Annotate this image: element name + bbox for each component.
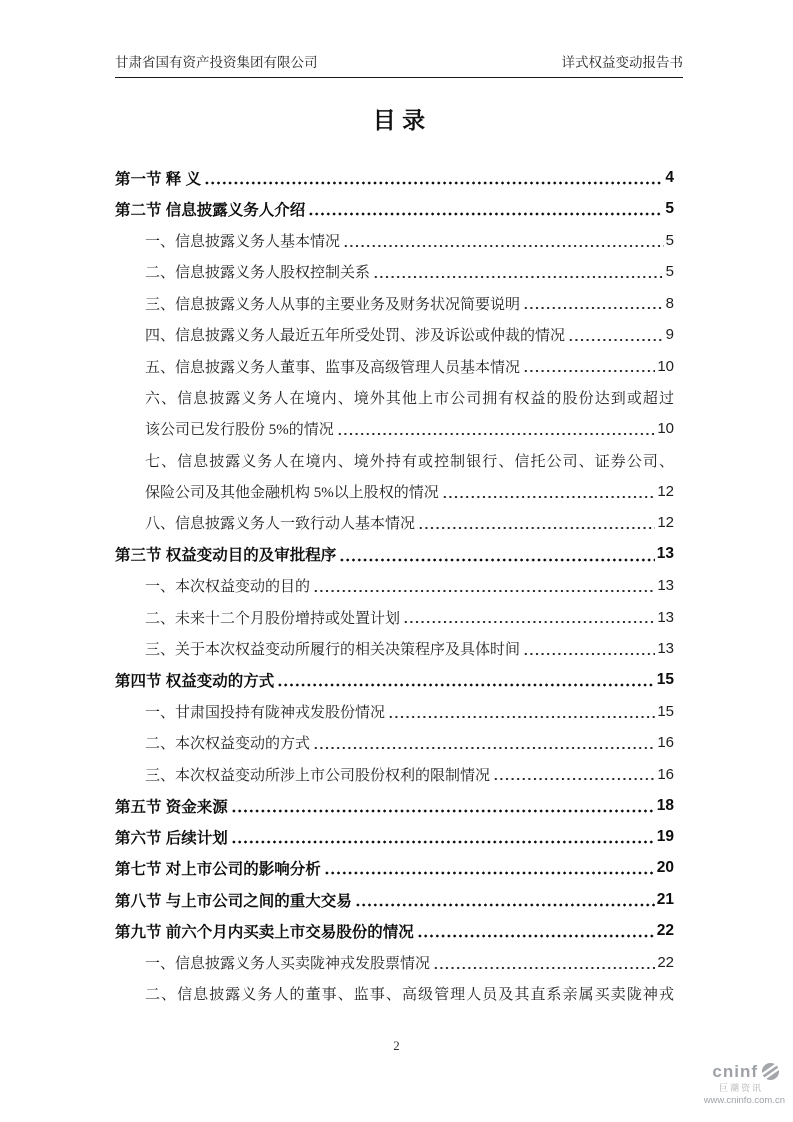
toc-entry-label: 三、本次权益变动所涉上市公司股份权利的限制情况 <box>145 767 491 784</box>
toc-entry-page: 8 <box>665 294 674 312</box>
toc-entry <box>115 507 683 538</box>
toc-entry-page: 5 <box>665 231 674 249</box>
toc-entry-label: 七、信息披露义务人在境内、境外持有或控制银行、信托公司、证券公司、 <box>145 453 674 470</box>
toc-entry-label: 一、信息披露义务人基本情况 <box>145 233 341 250</box>
toc-entry-label: 该公司已发行股份 5%的情况 <box>145 422 334 439</box>
toc-entry-page: 9 <box>665 326 674 344</box>
toc-entry-page: 22 <box>656 922 674 940</box>
toc-entry-label: 五、信息披露义务人董事、监事及高级管理人员基本情况 <box>145 359 521 376</box>
cninfo-brand-line <box>704 1062 780 1081</box>
toc-entry <box>115 162 683 193</box>
toc-entry-page: 10 <box>657 420 674 438</box>
toc-entry-page: 15 <box>656 670 674 688</box>
toc-entry-label: 三、信息披露义务人从事的主要业务及财务状况简要说明 <box>145 296 521 313</box>
toc-leader-dots <box>231 790 655 821</box>
cninfo-brand-text: cninf <box>712 1062 758 1081</box>
toc-entry <box>115 821 683 852</box>
toc-leader-dots <box>373 256 664 287</box>
toc-leader-dots <box>388 696 655 727</box>
toc-entry <box>115 413 683 444</box>
toc-entry <box>115 350 683 381</box>
page-number: 2 <box>393 1038 400 1053</box>
toc-entry-label: 第五节 资金来源 <box>115 798 228 816</box>
toc-entry <box>115 319 683 350</box>
toc-entry-page: 13 <box>657 577 674 595</box>
toc-entry-page: 18 <box>656 796 674 814</box>
toc-entry <box>115 790 683 821</box>
toc-leader-dots <box>417 915 655 946</box>
toc-entry-page: 5 <box>665 263 674 281</box>
header-left-text: 甘肃省国有资产投资集团有限公司 <box>115 55 318 70</box>
toc-entry-label: 三、关于本次权益变动所履行的相关决策程序及具体时间 <box>145 642 521 659</box>
toc-entry <box>115 758 683 789</box>
toc-entry <box>115 445 683 476</box>
toc-entry <box>115 696 683 727</box>
toc-entry-label: 第三节 权益变动目的及审批程序 <box>115 547 337 565</box>
toc-leader-dots <box>493 758 655 789</box>
toc-entry <box>115 288 683 319</box>
toc-entry-page: 16 <box>657 734 674 752</box>
toc-entry-label: 二、信息披露义务人的董事、监事、高级管理人员及其直系亲属买卖陇神戎 <box>145 987 674 1004</box>
toc-entry <box>115 382 683 413</box>
toc-entry-page: 10 <box>657 357 674 375</box>
toc-entry-label: 四、信息披露义务人最近五年所受处罚、涉及诉讼或仲裁的情况 <box>145 328 566 345</box>
toc-entry <box>115 225 683 256</box>
toc-leader-dots <box>442 476 656 507</box>
toc-entry-page: 15 <box>657 702 674 720</box>
toc-entry-page: 13 <box>656 545 674 563</box>
toc-leader-dots <box>313 727 655 758</box>
toc-entry-page: 12 <box>657 483 674 501</box>
toc-entry-page: 13 <box>657 608 674 626</box>
toc-entry <box>115 947 683 978</box>
toc-entry-label: 保险公司及其他金融机构 5%以上股权的情况 <box>145 485 439 502</box>
toc-entry <box>115 727 683 758</box>
toc-entry-page: 13 <box>657 640 674 658</box>
toc-leader-dots <box>324 853 655 884</box>
toc-leader-dots <box>204 162 663 193</box>
cninfo-swirl-icon <box>761 1062 780 1081</box>
toc-entry-label: 第四节 权益变动的方式 <box>115 672 275 690</box>
toc-entry-label: 第九节 前六个月内买卖上市交易股份的情况 <box>115 924 414 942</box>
toc-entry <box>115 601 683 632</box>
toc-leader-dots <box>339 539 654 570</box>
toc-leader-dots <box>313 570 655 601</box>
toc-entry-page: 22 <box>657 953 674 971</box>
toc-entry-label: 一、甘肃国投持有陇神戎发股份情况 <box>145 704 386 721</box>
toc-leader-dots <box>523 350 655 381</box>
toc-entry <box>115 256 683 287</box>
toc-entry-page: 21 <box>656 890 674 908</box>
toc-entry-page: 12 <box>657 514 674 532</box>
toc-entry-page: 20 <box>656 859 674 877</box>
toc-entry-page: 16 <box>657 765 674 783</box>
toc-list <box>115 162 683 1010</box>
toc-entry-label: 第八节 与上市公司之间的重大交易 <box>115 892 352 910</box>
toc-entry <box>115 570 683 601</box>
toc-entry-label: 二、信息披露义务人股权控制关系 <box>145 265 371 282</box>
toc-entry <box>115 853 683 884</box>
header-right-text: 详式权益变动报告书 <box>561 55 683 70</box>
toc-leader-dots <box>403 601 655 632</box>
toc-entry-label: 第七节 对上市公司的影响分析 <box>115 861 321 879</box>
toc-entry <box>115 664 683 695</box>
toc-entry-label: 一、本次权益变动的目的 <box>145 579 311 596</box>
cninfo-watermark <box>704 1062 785 1106</box>
toc-leader-dots <box>355 884 655 915</box>
toc-leader-dots <box>308 193 663 224</box>
toc-entry <box>115 915 683 946</box>
toc-entry <box>115 884 683 915</box>
toc-entry <box>115 633 683 664</box>
toc-leader-dots <box>231 821 655 852</box>
toc-entry-label: 第六节 后续计划 <box>115 829 228 847</box>
toc-leader-dots <box>418 507 655 538</box>
toc-entry <box>115 978 683 1009</box>
cninfo-cn-name: 巨潮资讯 <box>718 1083 763 1093</box>
toc-entry-label: 六、信息披露义务人在境内、境外其他上市公司拥有权益的股份达到或超过 <box>145 390 674 407</box>
toc-entry-label: 第一节 释 义 <box>115 170 202 188</box>
toc-leader-dots <box>337 413 656 444</box>
page-title: 目 录 <box>372 107 426 133</box>
toc-entry-label: 八、信息披露义务人一致行动人基本情况 <box>145 516 416 533</box>
toc-entry-page: 19 <box>656 827 674 845</box>
toc-entry <box>115 193 683 224</box>
toc-entry <box>115 476 683 507</box>
running-header <box>115 0 683 78</box>
cninfo-url: www.cninfo.com.cn <box>703 1095 785 1106</box>
toc-entry-label: 二、未来十二个月股份增持或处置计划 <box>145 610 401 627</box>
toc-entry-page: 5 <box>665 200 674 218</box>
toc-leader-dots <box>343 225 664 256</box>
toc-entry-label: 一、信息披露义务人买卖陇神戎发股票情况 <box>145 955 431 972</box>
toc-entry <box>115 539 683 570</box>
toc-entry-page: 4 <box>665 168 674 186</box>
toc-leader-dots <box>433 947 655 978</box>
toc-leader-dots <box>568 319 664 350</box>
toc-entry-label: 第二节 信息披露义务人介绍 <box>115 202 306 220</box>
toc-leader-dots <box>523 288 664 319</box>
toc-leader-dots <box>523 633 655 664</box>
toc-leader-dots <box>277 664 654 695</box>
toc-entry-label: 二、本次权益变动的方式 <box>145 736 311 753</box>
